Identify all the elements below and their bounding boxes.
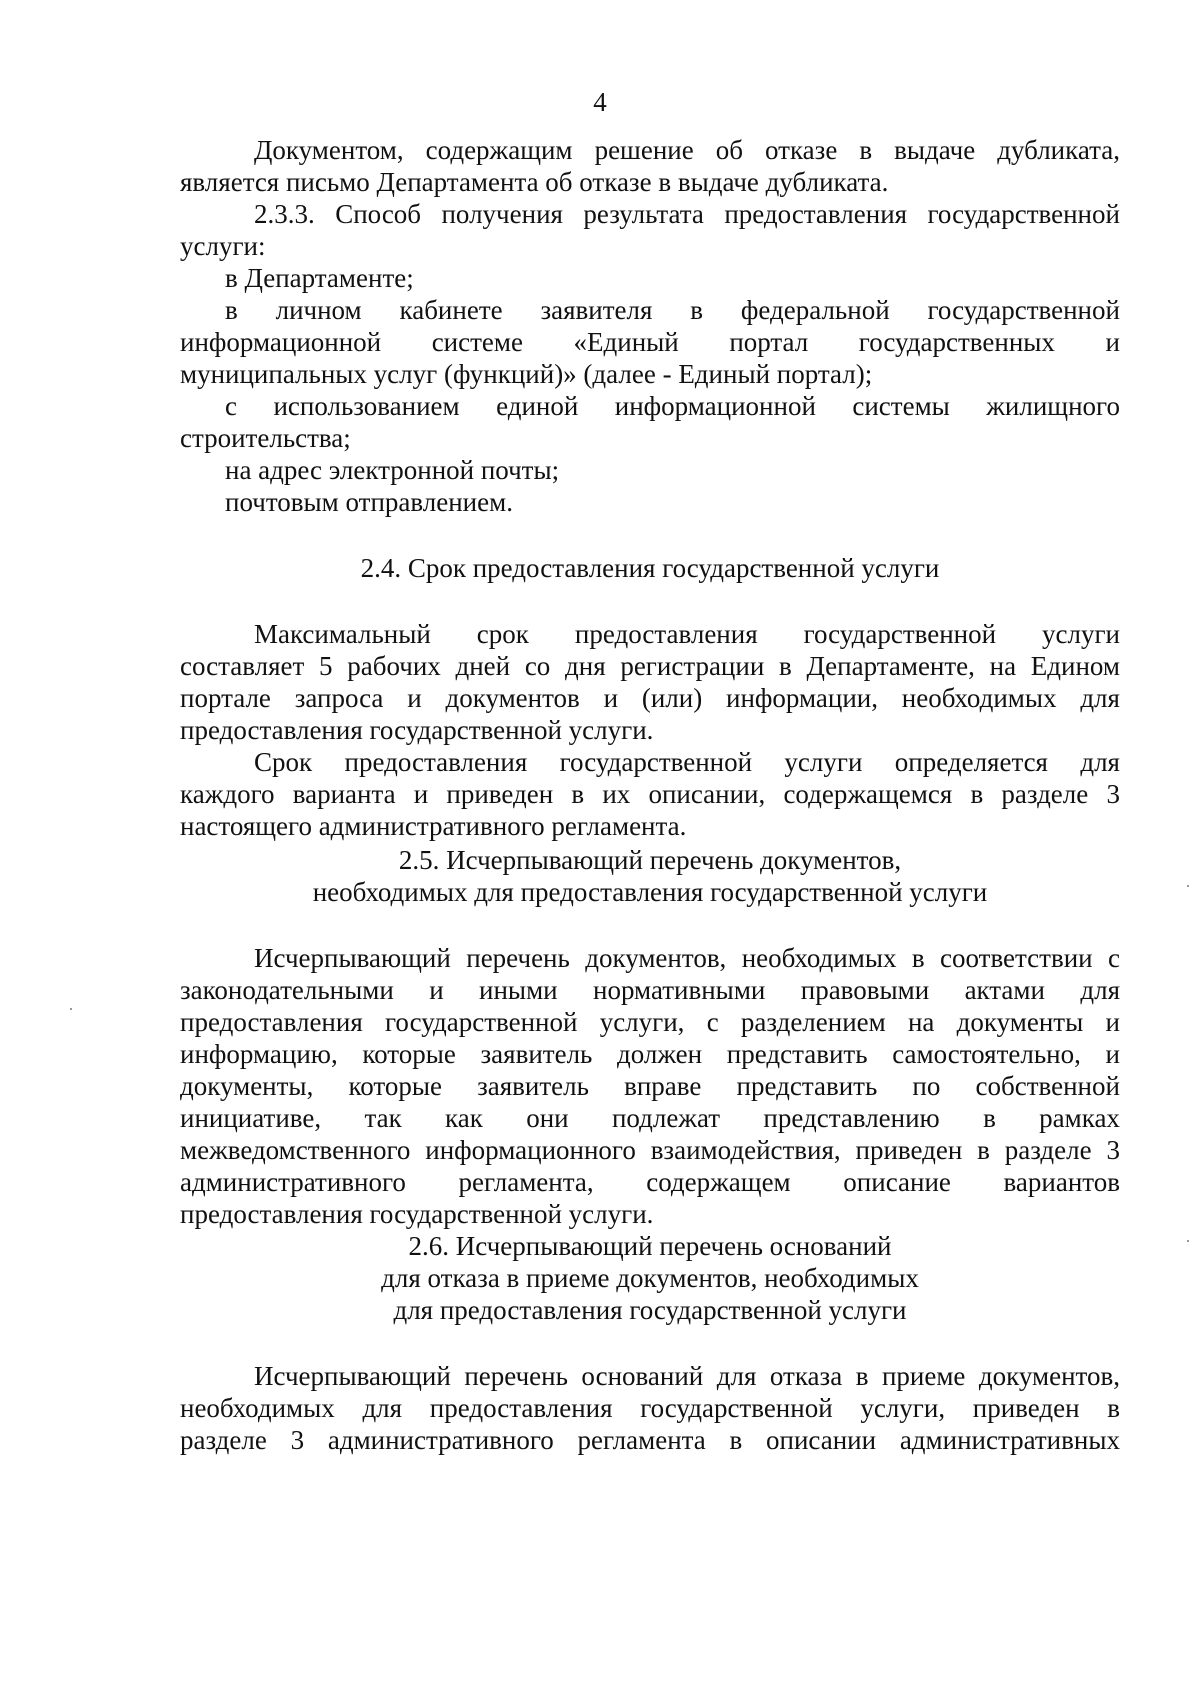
text-line (180, 390, 1120, 422)
text-line (180, 1006, 1120, 1038)
word: разделением (740, 1007, 886, 1037)
word: услуги, (860, 1393, 946, 1423)
word: портале (180, 683, 271, 713)
word: информационной (614, 391, 816, 421)
word: оснований (581, 1361, 704, 1391)
text-line (180, 198, 1120, 230)
word: они (526, 1103, 569, 1133)
word: каждого (180, 779, 275, 809)
word: услуги (1042, 619, 1120, 649)
word: информационного (425, 1135, 636, 1165)
word: государственной (640, 1393, 833, 1423)
word: выдаче (894, 135, 976, 165)
text-line (180, 1134, 1120, 1166)
word: информационной (180, 327, 382, 357)
word: перечень (464, 1361, 568, 1391)
word: должен (617, 1039, 703, 1069)
paragraph-term-variants (180, 746, 1120, 842)
word: запроса (294, 683, 384, 713)
word: описание (843, 1167, 951, 1197)
word: административных (899, 1425, 1120, 1455)
word: системе (431, 327, 523, 357)
word: на (989, 651, 1017, 681)
word: описании (766, 1425, 877, 1455)
word: предоставления (344, 747, 528, 777)
word: государственной (927, 199, 1120, 229)
word: Исчерпывающий (254, 1361, 451, 1391)
word: и (429, 975, 444, 1005)
word: разделе (1001, 779, 1089, 809)
word: необходимых (741, 943, 897, 973)
word: личном (275, 295, 362, 325)
word: Департаменте, (806, 651, 975, 681)
word: услуги (784, 747, 863, 777)
word: их (602, 779, 631, 809)
word: государственной (803, 619, 997, 649)
paragraph-refusal-grounds (180, 1360, 1120, 1456)
word: разделе (1004, 1135, 1092, 1165)
text-line (180, 650, 1120, 682)
list-item (180, 486, 1120, 518)
word: для (362, 1393, 403, 1423)
word: которые (362, 1039, 456, 1069)
word: государственной (927, 295, 1120, 325)
word: приеме (881, 1361, 966, 1391)
text-line: услуги: (180, 231, 266, 261)
word: 3 (1106, 1135, 1120, 1165)
word: определяется (894, 747, 1048, 777)
word: документов, (585, 943, 727, 973)
word: Едином (1030, 651, 1120, 681)
word: приведен (855, 1135, 963, 1165)
word: информации, (726, 683, 878, 713)
word: с (225, 391, 237, 421)
paragraph-documents-list (180, 942, 1120, 1230)
word: для (1080, 747, 1120, 777)
word: заявителя (540, 295, 653, 325)
word: государственной (385, 1007, 578, 1037)
word: получения (441, 199, 563, 229)
word: описании, (648, 779, 766, 809)
heading-line: 2.6. Исчерпывающий перечень оснований (408, 1231, 892, 1261)
text-line (180, 294, 1120, 326)
word: портал (729, 327, 809, 357)
text-line (180, 134, 1120, 166)
word: «Единый (573, 327, 679, 357)
text-line (180, 1070, 1120, 1102)
list-item (180, 294, 1120, 390)
word: использованием (273, 391, 460, 421)
text-line: в Департаменте; (225, 263, 414, 293)
word: взаимодействия, (650, 1135, 841, 1165)
word: рабочих (347, 651, 441, 681)
word: документы (956, 1007, 1084, 1037)
word: по (912, 1071, 941, 1101)
word: варианта (292, 779, 396, 809)
word: и (603, 683, 619, 713)
word: об (715, 135, 743, 165)
section-heading-2-6 (180, 1230, 1120, 1326)
word: услуги, (599, 1007, 685, 1037)
text-line: на адрес электронной почты; (225, 455, 560, 485)
heading-line: 2.5. Исчерпывающий перечень документов, (398, 845, 902, 875)
text-line (180, 974, 1120, 1006)
text-line: настоящего административного регламента. (180, 811, 687, 841)
word: и (407, 683, 422, 713)
word: в (690, 295, 704, 325)
paragraph-duplicate-refusal (180, 134, 1120, 198)
list-item (180, 390, 1120, 454)
word: подлежат (611, 1103, 721, 1133)
word: в (911, 943, 925, 973)
text-line (180, 1038, 1120, 1070)
text-line (180, 1166, 1120, 1198)
word: как (445, 1103, 483, 1133)
text-line: строительства; (180, 423, 351, 453)
word: необходимых (901, 683, 1057, 713)
word: представить (736, 1071, 878, 1101)
word: предоставления (180, 1007, 363, 1037)
word: срок (476, 619, 529, 649)
word: разделе (180, 1425, 267, 1455)
word: предоставления (724, 199, 908, 229)
section-heading-2-5 (180, 844, 1120, 908)
word: законодательными (180, 975, 394, 1005)
word: государственных (858, 327, 1055, 357)
word: отказа (769, 1361, 843, 1391)
word: 5 (319, 651, 333, 681)
word: 2.3.3. (254, 199, 315, 229)
word: с (706, 1007, 719, 1037)
text-line (180, 1424, 1120, 1456)
word: правовыми (800, 975, 930, 1005)
word: нормативными (593, 975, 766, 1005)
word: в (855, 1361, 869, 1391)
word: дня (565, 651, 606, 681)
word: и (1105, 1007, 1120, 1037)
word: в (225, 295, 238, 325)
word: приведен (446, 779, 554, 809)
word: в (970, 779, 984, 809)
word: документов (445, 683, 580, 713)
word: в (977, 1135, 990, 1165)
word: на (907, 1007, 935, 1037)
text-line (180, 1360, 1120, 1392)
word: кабинете (399, 295, 503, 325)
section-heading-2-4 (180, 552, 1120, 584)
word: со (524, 651, 551, 681)
text-line (180, 682, 1120, 714)
word: Способ (335, 199, 422, 229)
word: (или) (641, 683, 703, 713)
word: 3 (1106, 779, 1120, 809)
word: рамках (1039, 1103, 1120, 1133)
word: вправе (624, 1071, 702, 1101)
word: в (778, 651, 792, 681)
word: решение (594, 135, 694, 165)
word: единой (496, 391, 579, 421)
text-line: является письмо Департамента об отказе в выдаче дубликата. (180, 167, 889, 197)
word: административного (180, 1167, 406, 1197)
word: и (413, 779, 429, 809)
text-line (180, 618, 1120, 650)
word: жилищного (986, 391, 1120, 421)
word: самостоятельно, (892, 1039, 1081, 1069)
text-line: предоставления государственной услуги. (180, 1199, 654, 1229)
word: информацию, (180, 1039, 338, 1069)
word: предоставления (429, 1393, 613, 1423)
word: заявитель (477, 1071, 589, 1101)
text-line (180, 746, 1120, 778)
word: содержащим (425, 135, 573, 165)
word: представлению (763, 1103, 940, 1133)
word: документы, (180, 1071, 314, 1101)
word: для (716, 1361, 757, 1391)
word: которые (348, 1071, 442, 1101)
word: содержащем (646, 1167, 791, 1197)
word: в (859, 135, 873, 165)
word: Исчерпывающий (254, 943, 451, 973)
word: в (1107, 1393, 1120, 1423)
word: с (1108, 943, 1120, 973)
word: государственной (559, 747, 753, 777)
word: актами (964, 975, 1045, 1005)
text-line (180, 778, 1120, 810)
word: дней (455, 651, 511, 681)
text-line (180, 326, 1120, 358)
word: результата (583, 199, 704, 229)
word: в (729, 1425, 743, 1455)
word: административного (327, 1425, 554, 1455)
word: и (1105, 1039, 1120, 1069)
word: предоставления (574, 619, 758, 649)
word: собственной (975, 1071, 1120, 1101)
word: документов, (978, 1361, 1120, 1391)
text-line (180, 1392, 1120, 1424)
word: инициативе, (180, 1103, 322, 1133)
word: регистрации (620, 651, 765, 681)
word: федеральной (740, 295, 890, 325)
heading-line: для предоставления государственной услуги (393, 1295, 907, 1325)
text-line (180, 1102, 1120, 1134)
paragraph-2-3-3 (180, 198, 1120, 262)
word: так (364, 1103, 402, 1133)
word: системы (852, 391, 950, 421)
word: заявитель (480, 1039, 593, 1069)
list-item (180, 262, 1120, 294)
word: регламента, (458, 1167, 594, 1197)
word: содержащемся (783, 779, 953, 809)
text-line: почтовым отправлением. (225, 487, 513, 517)
word: в (571, 779, 585, 809)
word: для (1080, 683, 1120, 713)
word: приведен (972, 1393, 1080, 1423)
text-line: предоставления государственной услуги. (180, 715, 654, 745)
word: соответствии (940, 943, 1093, 973)
scan-speck (1187, 885, 1189, 887)
word: Документом, (254, 135, 404, 165)
word: необходимых (180, 1393, 335, 1423)
scan-speck (70, 1008, 72, 1010)
word: иными (479, 975, 558, 1005)
word: Срок (254, 747, 313, 777)
word: для (1080, 975, 1120, 1005)
heading-line: необходимых для предоставления государственной услуги (312, 877, 988, 907)
list-item (180, 454, 1120, 486)
word: представить (726, 1039, 868, 1069)
word: перечень (466, 943, 570, 973)
text-line: муниципальных услуг (функций)» (далее - Единый портал); (180, 359, 873, 389)
word: Максимальный (254, 619, 431, 649)
word: в (983, 1103, 996, 1133)
word: 3 (290, 1425, 305, 1455)
word: отказе (765, 135, 838, 165)
word: межведомственного (180, 1135, 411, 1165)
heading-line: для отказа в приеме документов, необходимых (381, 1263, 919, 1293)
word: составляет (180, 651, 305, 681)
word: регламента (577, 1425, 706, 1455)
page-number: 4 (593, 87, 607, 117)
text-line (180, 942, 1120, 974)
paragraph-max-term (180, 618, 1120, 746)
word: вариантов (1003, 1167, 1120, 1197)
word: дубликата, (997, 135, 1120, 165)
scan-speck (1187, 1240, 1189, 1242)
word: и (1105, 327, 1120, 357)
heading-line: 2.4. Срок предоставления государственной услуги (360, 553, 940, 583)
